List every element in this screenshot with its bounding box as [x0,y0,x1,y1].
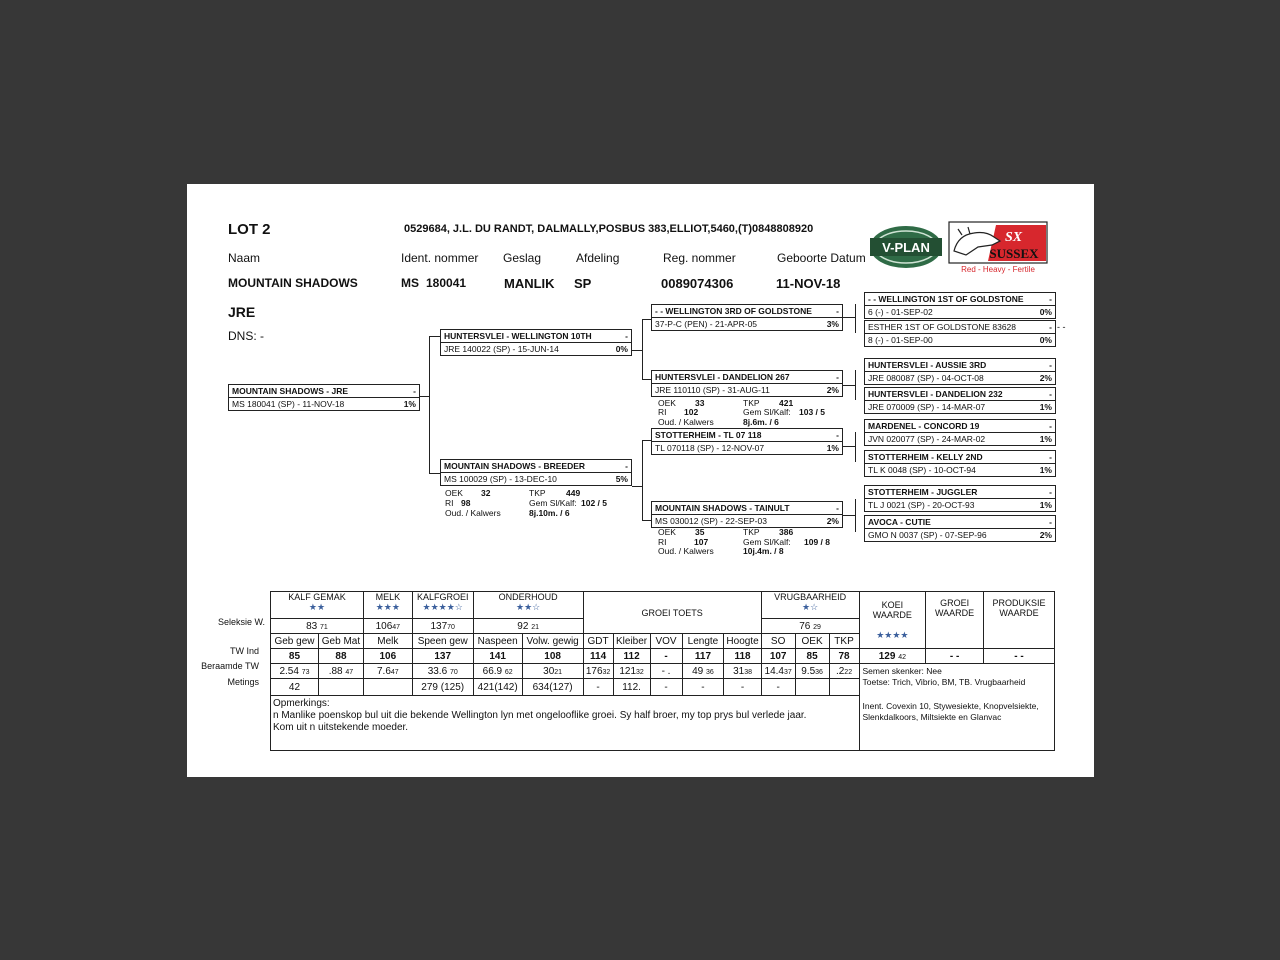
pedigree-sire-sire [651,304,843,331]
metings-cell: 421(142) [473,679,522,696]
metings-cell: - [682,679,724,696]
pedigree-ggp-6 [864,450,1056,477]
seleksie-value: 137 [430,620,448,632]
remarks-cell [271,696,860,751]
afdeling-value: SP [574,276,592,291]
pedigree-title: MARDENEL - CONCORD 19 [868,421,980,431]
group-groei-toets: GROEI TOETS [583,592,761,634]
remarks-line: n Manlike poenskop bul uit die bekende Wellington lyn met ongelooflike groei. Sy half broer, my top prys bul verlede jaar. [273,710,807,721]
stat-label: Gem Sl/Kalf: [743,537,791,547]
pedigree-pct: 1% [1039,402,1052,412]
connector [642,379,651,380]
connector [642,520,651,521]
pedigree-dash: - [625,461,628,471]
beraamde-sub: 21 [554,668,563,676]
seleksie-vrug [761,619,859,634]
pedigree-sire [440,329,632,356]
animal-name: MOUNTAIN SHADOWS [228,276,358,290]
group-kalf-gemak [271,592,364,619]
connector [642,440,651,441]
group-produksie-waarde: PRODUKSIE WAARDE [984,592,1055,649]
pedigree-line: JRE 110110 (SP) - 31-AUG-11 [655,385,770,395]
pedigree-dash: - [836,372,839,382]
beraamde-value: 66.9 [482,665,503,677]
pedigree-pct: 2% [1039,373,1052,383]
pedigree-dash: - [625,331,628,341]
metings-cell: - [650,679,682,696]
col-header: SO [761,634,795,649]
beraamde-value: 31 [733,665,745,677]
beraamde-sub: 32 [602,668,611,676]
beraamde-value: .2 [835,665,845,677]
dash-marker: - - [1057,322,1066,332]
document-page [187,184,1094,777]
pedigree-dash: - [1049,360,1052,370]
pedigree-pct: 1% [1039,500,1052,510]
label-afdeling: Afdeling [576,251,620,265]
group-label: KALFGROEI [416,592,469,602]
seleksie-value: 83 [306,620,318,632]
tw-ind-cell: 85 [271,649,319,664]
stat-label: TKP [529,488,546,498]
col-header: GDT [583,634,613,649]
connector [632,486,642,487]
stat-label: OEK [445,488,463,498]
beraamde-value: 7.6 [376,665,391,677]
pedigree-dam [440,459,632,486]
lot-number: LOT 2 [228,221,271,238]
tw-ind-cell: 117 [682,649,724,664]
pedigree-title: STOTTERHEIM - JUGGLER [868,487,978,497]
metings-cell: 634(127) [522,679,583,696]
group-label: VRUGBAARHEID [774,592,847,602]
star-rating: ★★☆ [516,602,541,612]
col-header: Volw. gewig [522,634,583,649]
metings-cell [363,679,412,696]
pedigree-ggp-3 [864,358,1056,385]
stat-label: Oud. / Kalwers [658,417,714,427]
beraamde-sub: 62 [504,668,513,676]
col-header: Speen gew [412,634,473,649]
remarks-label: Opmerkings: [273,698,330,709]
koei-tw-cell [859,649,926,664]
pedigree-title: MOUNTAIN SHADOWS - JRE [232,386,349,396]
pedigree-dash: - [1049,389,1052,399]
tw-ind-row [271,649,1055,664]
label-geboorte: Geboorte Datum [777,251,866,265]
group-kalfgroei [412,592,473,619]
tw-ind-cell: 85 [795,649,829,664]
seleksie-value: 92 [517,620,529,632]
row-label-tw-ind: TW Ind [229,646,259,656]
label-reg: Reg. nommer [663,251,736,265]
beraamde-cell [650,664,682,679]
toetse-note: Toetse: Trich, Vibrio, BM, TB. Vrugbaarheid [862,677,1026,687]
beraamde-cell [271,664,319,679]
label-naam: Naam [228,251,261,265]
col-header: Lengte [682,634,724,649]
pedigree-line: GMO N 0037 (SP) - 07-SEP-96 [868,530,987,540]
seleksie-sub: 71 [320,623,328,631]
breed-code: JRE [228,304,256,320]
pedigree-dash: - [1049,294,1052,304]
beraamde-cell [682,664,724,679]
tw-ind-cell: 114 [583,649,613,664]
pedigree-title: HUNTERSVLEI - WELLINGTON 10TH [444,331,592,341]
col-header: VOV [650,634,682,649]
pedigree-line: TL J 0021 (SP) - 20-OCT-93 [868,500,975,510]
sussex-sx-text: SX [1005,230,1023,245]
stat-label: Oud. / Kalwers [658,546,714,556]
pedigree-title: HUNTERSVLEI - DANDELION 232 [868,389,1003,399]
geslag-value: MANLIK [504,276,555,291]
connector [855,370,856,400]
col-header: Kleiber [613,634,650,649]
beraamde-value: 49 [692,665,704,677]
sussex-logo [948,221,1048,274]
beraamde-cell [363,664,412,679]
row-label-seleksie: Seleksie W. [217,617,265,627]
pedigree-line: 6 (-) - 01-SEP-02 [868,307,933,317]
pedigree-line: TL K 0048 (SP) - 10-OCT-94 [868,465,976,475]
stat-value: 107 [694,537,709,547]
stat-value: 32 [481,488,491,498]
pedigree-pct: 0% [615,344,628,354]
beraamde-cell [583,664,613,679]
breeder-line: 0529684, J.L. DU RANDT, DALMALLY,POSBUS 383,ELLIOT,5460,(T)0848808920 [404,223,814,235]
row-label-beraamde: Beraamde TW [201,661,259,671]
group-label: KOEI WAARDE [872,600,912,620]
pedigree-title: MOUNTAIN SHADOWS - TAINULT [655,503,790,513]
pedigree-title: - - WELLINGTON 3RD OF GOLDSTONE [655,306,812,316]
ident-number: 180041 [426,276,467,290]
seleksie-value: 76 [799,620,811,632]
tw-ind-cell: 88 [318,649,363,664]
star-rating: ★★★ [375,602,400,612]
stat-value: 8j.6m. / 6 [743,417,779,427]
groei-tw-cell: - - [926,649,984,664]
beraamde-cell [795,664,829,679]
stat-value: 33 [695,398,705,408]
connector [642,440,643,520]
prod-tw-cell: - - [984,649,1055,664]
health-notes [859,664,1055,751]
label-geslag: Geslag [503,251,542,265]
tw-ind-cell: 107 [761,649,795,664]
connector [842,515,855,516]
beraamde-cell [613,664,650,679]
group-vrugbaarheid [761,592,859,619]
pedigree-title: STOTTERHEIM - KELLY 2ND [868,452,983,462]
group-label: MELK [375,592,401,602]
col-header: Hoogte [724,634,761,649]
metings-cell: - [724,679,761,696]
star-rating: ★★★★ [876,630,909,640]
pedigree-pct: 5% [615,474,628,484]
group-koei-waarde [859,592,926,649]
metings-cell: - [583,679,613,696]
pedigree-title: MOUNTAIN SHADOWS - BREEDER [444,461,586,471]
beraamde-cell [829,664,859,679]
beraamde-cell [724,664,761,679]
beraamde-value: 33.6 [427,665,448,677]
pedigree-dash: - [836,430,839,440]
beraamde-sub: 47 [390,668,399,676]
pedigree-line: 8 (-) - 01-SEP-00 [868,335,933,345]
pedigree-line: MS 100029 (SP) - 13-DEC-10 [444,474,557,484]
beraamde-value: 14.4 [764,665,784,677]
connector [419,396,429,397]
pedigree-dash: - [1049,421,1052,431]
stat-label: TKP [743,398,760,408]
koei-tw-value: 129 [878,650,896,662]
beraamde-value: - . [661,665,671,677]
pedigree-pct: 1% [826,443,839,453]
beraamde-sub: 70 [449,668,458,676]
tw-ind-cell: 118 [724,649,761,664]
geboorte-value: 11-NOV-18 [776,276,841,291]
beraamde-cell [412,664,473,679]
sussex-tagline: Red - Heavy - Fertile [961,265,1035,274]
tw-ind-cell: 106 [363,649,412,664]
seleksie-kalfgroei [412,619,473,634]
koei-tw-sub: 42 [898,653,906,661]
v-plan-logo [868,224,944,270]
stat-value: 102 [684,407,699,417]
dns-status: DNS: - [228,329,264,343]
seleksie-sub: 70 [447,623,455,631]
pedigree-title: HUNTERSVLEI - AUSSIE 3RD [868,360,987,370]
star-rating: ★★★★☆ [422,602,463,612]
stat-value: 103 / 5 [799,407,825,417]
semen-note: Semen skenker: Nee [862,666,942,676]
stat-value: 8j.10m. / 6 [529,508,570,518]
pedigree-line: JRE 140022 (SP) - 15-JUN-14 [444,344,559,354]
pedigree-ggp-2 [864,320,1056,347]
beraamde-sub: 38 [744,668,752,676]
metings-cell: 42 [271,679,319,696]
star-rating: ★★ [308,602,326,612]
pedigree-title: AVOCA - CUTIE [868,517,931,527]
group-groei-waarde: GROEI WAARDE [926,592,984,649]
pedigree-ggp-1 [864,292,1056,319]
tw-ind-cell: 112 [613,649,650,664]
col-header: Naspeen [473,634,522,649]
star-rating: ★☆ [802,602,819,612]
group-label: KALF GEMAK [288,592,346,602]
v-plan-logo-text: V-PLAN [882,240,930,255]
seleksie-sub: 29 [813,623,821,631]
tw-ind-cell: 78 [829,649,859,664]
pedigree-dam-dam [651,501,843,528]
pedigree-ggp-5 [864,419,1056,446]
breeding-values-table [270,591,1055,751]
group-onderhoud [473,592,583,619]
tw-ind-cell: - [650,649,682,664]
col-header: Geb Mat [318,634,363,649]
beraamde-value: 2.54 [279,665,299,677]
pedigree-pct: 2% [826,516,839,526]
stat-label: RI [445,498,454,508]
pedigree-pct: 0% [1039,335,1052,345]
metings-cell: - [761,679,795,696]
metings-cell [318,679,363,696]
beraamde-sub: 37 [783,668,792,676]
stat-label: OEK [658,527,676,537]
connector [642,319,643,379]
inent-note: Inent. Covexin 10, Stywesiekte, Knopvelsiekte, Slenkdalkoors, Miltsiekte en Glanvac [862,701,1039,722]
stat-value: 421 [779,398,794,408]
pedigree-dash: - [836,306,839,316]
connector [855,304,856,333]
beraamde-sub: 36 [706,668,714,676]
beraamde-cell [318,664,363,679]
pedigree-title: - - WELLINGTON 1ST OF GOLDSTONE [868,294,1024,304]
tw-ind-cell: 137 [412,649,473,664]
ident-prefix: MS [401,276,419,290]
connector [855,432,856,462]
pedigree-ggp-8 [864,515,1056,542]
beraamde-sub: 22 [844,668,853,676]
pedigree-line: MS 180041 (SP) - 11-NOV-18 [232,399,345,409]
pedigree-pct: 1% [1039,465,1052,475]
pedigree-sire-dam [651,370,843,397]
pedigree-subject [228,384,420,411]
col-header: Geb gew [271,634,319,649]
metings-cell [795,679,829,696]
pedigree-dash: - [1049,487,1052,497]
pedigree-line: JRE 080087 (SP) - 04-OCT-08 [868,373,984,383]
sussex-name-text: SUSSEX [989,246,1039,261]
connector [429,473,440,474]
tw-ind-cell: 108 [522,649,583,664]
pedigree-pct: 1% [1039,434,1052,444]
stat-value: 10j.4m. / 8 [743,546,784,556]
pedigree-line: JRE 070009 (SP) - 14-MAR-07 [868,402,986,412]
pedigree-pct: 2% [826,385,839,395]
beraamde-cell [761,664,795,679]
beraamde-value: 30 [543,665,555,677]
pedigree-title: STOTTERHEIM - TL 07 118 [655,430,762,440]
tw-ind-cell: 141 [473,649,522,664]
beraamde-sub: 36 [815,668,823,676]
pedigree-ggp-4 [864,387,1056,414]
connector [642,319,651,320]
pedigree-dash: - [413,386,416,396]
label-ident: Ident. nommer [401,251,479,265]
group-label: ONDERHOUD [498,592,558,602]
beraamde-sub: 32 [636,668,644,676]
pedigree-dash: - [1049,517,1052,527]
beraamde-value: .88 [328,665,343,677]
pedigree-dam-sire [651,428,843,455]
group-melk [363,592,412,619]
connector [429,336,440,337]
beraamde-value: 9.5 [801,665,816,677]
pedigree-dash: - [1049,322,1052,332]
pedigree-dash: - [1049,452,1052,462]
seleksie-onderhoud [473,619,583,634]
beraamde-cell [473,664,522,679]
pedigree-dash: - [836,503,839,513]
connector [429,336,430,473]
stat-value: 98 [461,498,471,508]
row-label-metings: Metings [227,677,259,687]
metings-cell: 112. [613,679,650,696]
seleksie-sub: 21 [531,623,539,631]
stat-label: Gem Sl/Kalf: [529,498,577,508]
remarks-line: Kom uit n uitstekende moeder. [273,722,409,733]
col-header: OEK [795,634,829,649]
pedigree-pct: 2% [1039,530,1052,540]
metings-cell: 279 (125) [412,679,473,696]
stat-label: TKP [743,527,760,537]
connector [842,317,855,318]
pedigree-ggp-7 [864,485,1056,512]
pedigree-title: ESTHER 1ST OF GOLDSTONE 83628 [868,322,1017,332]
beraamde-row [271,664,1055,679]
connector [842,385,855,386]
pedigree-pct: 1% [403,399,416,409]
seleksie-kalf [271,619,364,634]
seleksie-value: 106 [375,620,393,632]
stat-value: 35 [695,527,705,537]
metings-cell [829,679,859,696]
stat-label: Gem Sl/Kalf: [743,407,791,417]
connector [842,446,855,447]
pedigree-pct: 0% [1039,307,1052,317]
seleksie-sub: 47 [392,623,401,631]
stat-value: 109 / 8 [804,537,830,547]
pedigree-title: HUNTERSVLEI - DANDELION 267 [655,372,790,382]
pedigree-line: TL 070118 (SP) - 12-NOV-07 [655,443,765,453]
stat-label: RI [658,407,667,417]
beraamde-value: 121 [619,665,637,677]
pedigree-line: 37-P-C (PEN) - 21-APR-05 [655,319,758,329]
beraamde-sub: 47 [345,668,354,676]
seleksie-melk [363,619,412,634]
stat-label: OEK [658,398,676,408]
beraamde-value: 176 [585,665,603,677]
beraamde-sub: 73 [301,668,310,676]
stat-label: Oud. / Kalwers [445,508,501,518]
pedigree-pct: 3% [826,319,839,329]
stat-label: RI [658,537,667,547]
pedigree-line: JVN 020077 (SP) - 24-MAR-02 [868,434,986,444]
reg-value: 0089074306 [661,276,734,291]
connector [632,350,642,351]
col-header: TKP [829,634,859,649]
col-header: Melk [363,634,412,649]
beraamde-cell [522,664,583,679]
connector [855,499,856,532]
stat-value: 102 / 5 [581,498,607,508]
stat-value: 386 [779,527,794,537]
stat-value: 449 [566,488,581,498]
pedigree-line: MS 030012 (SP) - 22-SEP-03 [655,516,767,526]
